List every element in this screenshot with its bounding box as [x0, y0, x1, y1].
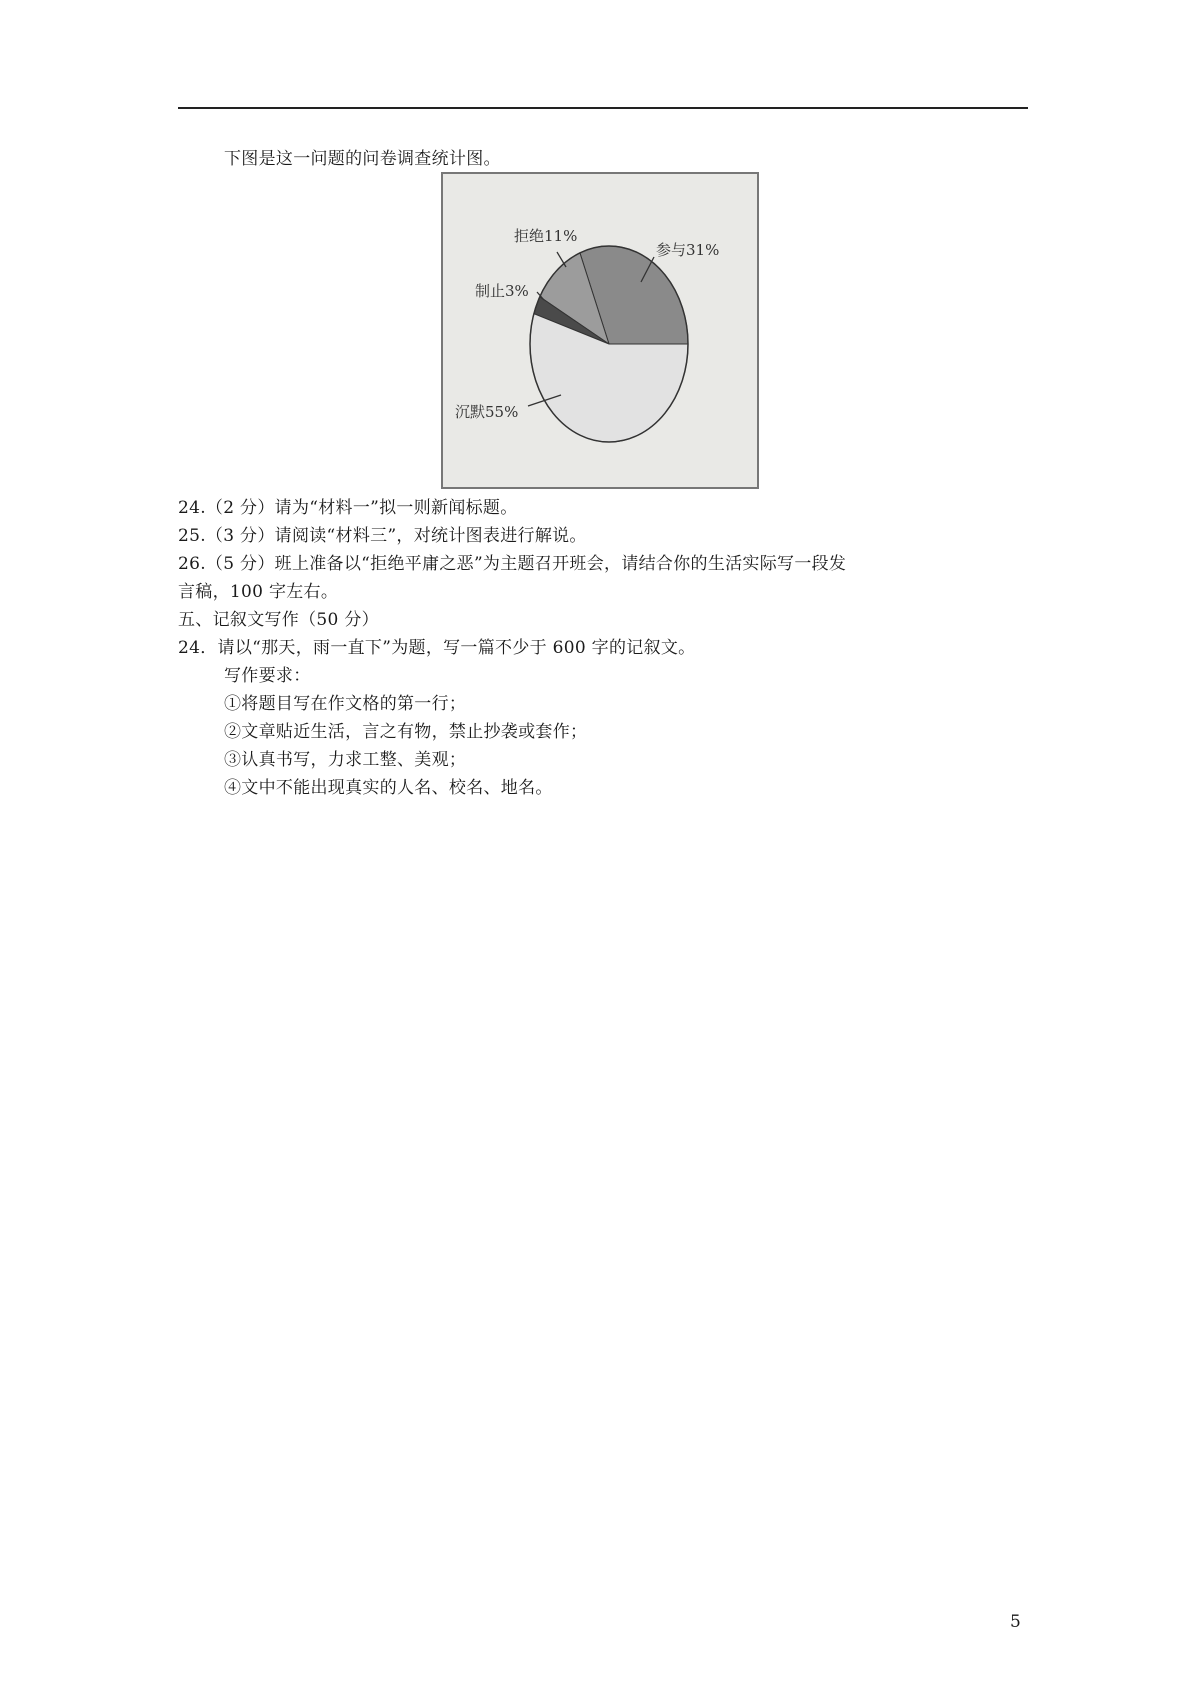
label-stop: 制止3% [475, 282, 529, 300]
header-rule [178, 107, 1028, 109]
intro-text: 下图是这一问题的问卷调查统计图。 [224, 149, 501, 169]
question-26-line1: 26.（5 分）班上准备以“拒绝平庸之恶”为主题召开班会，请结合你的生活实际写一段发 [178, 554, 847, 574]
question-25: 25.（3 分）请阅读“材料三”，对统计图表进行解说。 [178, 526, 587, 546]
question-24: 24.（2 分）请为“材料一”拟一则新闻标题。 [178, 498, 518, 518]
label-refuse: 拒绝11% [514, 227, 578, 245]
requirement-1: ①将题目写在作文格的第一行； [224, 694, 467, 714]
requirement-4: ④文中不能出现真实的人名、校名、地名。 [224, 778, 553, 798]
requirement-3: ③认真书写，力求工整、美观； [224, 750, 467, 770]
section-five-heading: 五、记叙文写作（50 分） [178, 610, 379, 630]
label-participate: 参与31% [656, 241, 720, 259]
question-26-line2: 言稿，100 字左右。 [178, 582, 339, 602]
requirement-2: ②文章贴近生活，言之有物，禁止抄袭或套作； [224, 722, 588, 742]
pie-chart-svg [441, 172, 759, 489]
label-silent: 沉默55% [455, 403, 519, 421]
page-number: 5 [1010, 1612, 1021, 1632]
essay-prompt: 24．请以“那天，雨一直下”为题，写一篇不少于 600 字的记叙文。 [178, 638, 696, 658]
pie-chart [441, 172, 759, 489]
requirements-title: 写作要求： [224, 666, 311, 686]
